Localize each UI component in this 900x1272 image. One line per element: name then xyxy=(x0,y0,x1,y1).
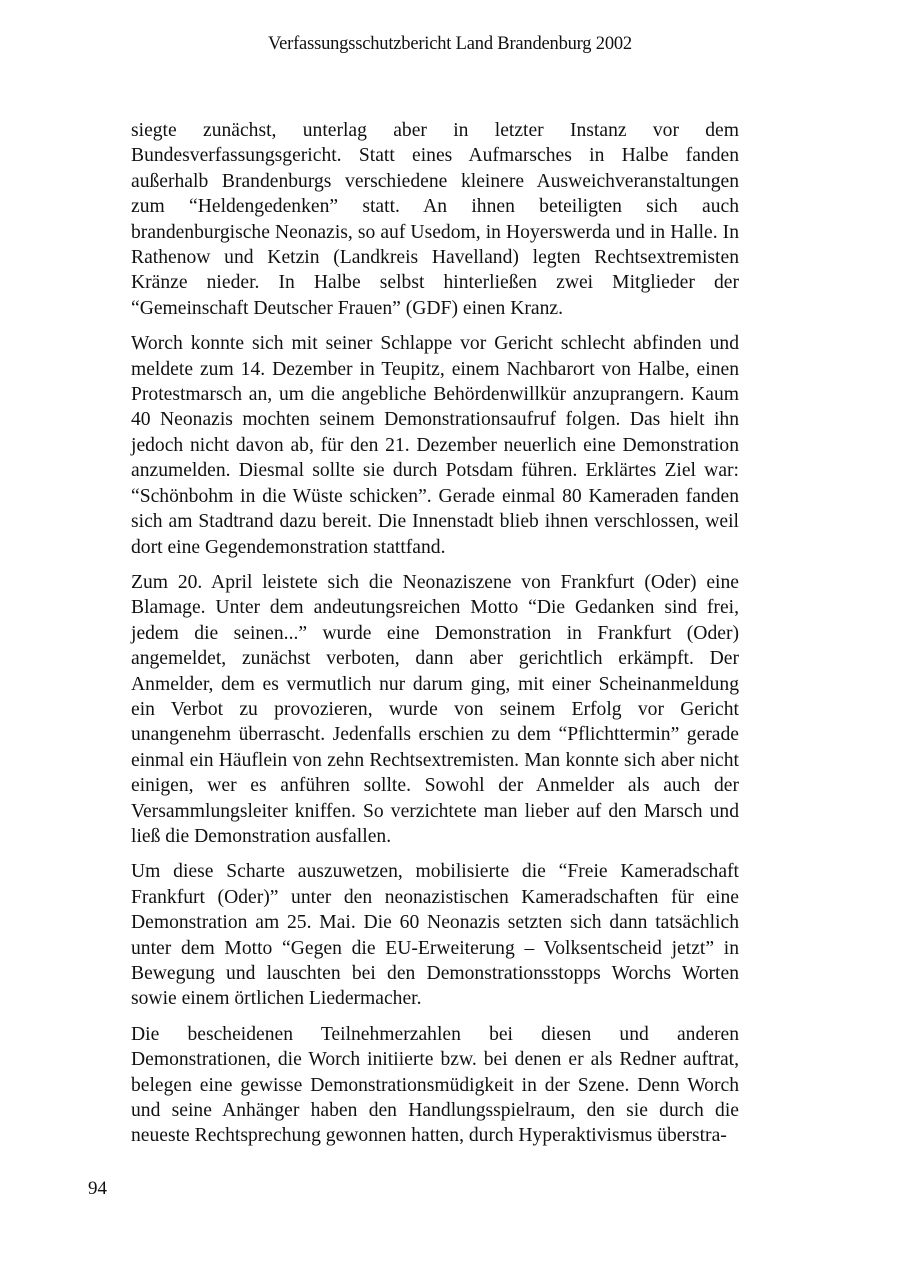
paragraph-5: Die bescheidenen Teilnehmerzahlen bei diesen und anderen Demonstrationen, die Worch initiierte bzw. bei denen er als Redner auftrat, belegen eine gewisse Demonstrationsmüdigkeit in der Szene. Denn Worch und seine Anhänger haben den Handlungsspielraum, den sie durch die neueste Rechtsprechung gewonnen hatten, durch Hyperaktivismus überstra- xyxy=(131,1023,739,1147)
paragraph-1: siegte zunächst, unterlag aber in letzter Instanz vor dem Bundesverfassungsgericht. Statt eines Aufmarsches in Halbe fanden außerhalb Brandenburgs verschiedene kleinere Ausweichveranstaltungen zum “Heldengedenken” statt. An ihnen beteiligten sich auch brandenburgische Neonazis, so auf Usedom, in Hoyerswerda und in Halle. In Rathenow und Ketzin (Landkreis Havelland) legten Rechtsextremisten Kränze nieder. In Halbe selbst hinterließen zwei Mitglieder der “Gemeinschaft Deutscher Frauen” (GDF) einen Kranz. xyxy=(131,120,739,319)
body-text xyxy=(131,118,739,1159)
running-header: Verfassungsschutzbericht Land Brandenburg 2002 xyxy=(268,34,632,54)
paragraph-3: Zum 20. April leistete sich die Neonaziszene von Frankfurt (Oder) eine Blamage. Unter dem andeutungsreichen Motto “Die Gedanken sind frei, jedem die seinen...” wurde eine Demonstration in Frankfurt (Oder) angemeldet, zunächst verboten, dann aber gerichtlich erkämpft. Der Anmelder, dem es vermutlich nur darum ging, mit einer Scheinanmeldung ein Verbot zu provozieren, wurde von seinem Erfolg vor Gericht unangenehm überrascht. Jedenfalls erschien zu dem “Pflichttermin” gerade einmal ein Häuflein von zehn Rechtsextremisten. Man konnte sich aber nicht einigen, wer es anführen sollte. Sowohl der Anmelder als auch der Versammlungsleiter kniffen. So verzichtete man lieber auf den Marsch und ließ die Demonstration ausfallen. xyxy=(131,571,739,847)
paragraph-4: Um diese Scharte auszuwetzen, mobilisierte die “Freie Kameradschaft Frankfurt (Oder)” unter den neonazistischen Kameradschaften für eine Demonstration am 25. Mai. Die 60 Neonazis setzten sich dann tatsächlich unter dem Motto “Gegen die EU-Erweiterung – Volksentscheid jetzt” in Bewegung und lauschten bei den Demonstrationsstopps Worchs Worten sowie einem örtlichen Liedermacher. xyxy=(131,861,739,1010)
paragraph-2: Worch konnte sich mit seiner Schlappe vor Gericht schlecht abfinden und meldete zum 14. Dezember in Teupitz, einem Nachbarort von Halbe, einen Protestmarsch an, um die angebliche Behördenwillkür anzuprangern. Kaum 40 Neonazis mochten seinem Demonstrationsaufruf folgen. Das hielt ihn jedoch nicht davon ab, für den 21. Dezember neuerlich eine Demonstration anzumelden. Diesmal sollte sie durch Potsdam führen. Erklärtes Ziel war: “Schönbohm in die Wüste schicken”. Gerade einmal 80 Kameraden fanden sich am Stadtrand dazu bereit. Die Innenstadt blieb ihnen verschlossen, weil dort eine Gegendemonstration stattfand. xyxy=(131,333,739,558)
page-number: 94 xyxy=(88,1178,107,1199)
